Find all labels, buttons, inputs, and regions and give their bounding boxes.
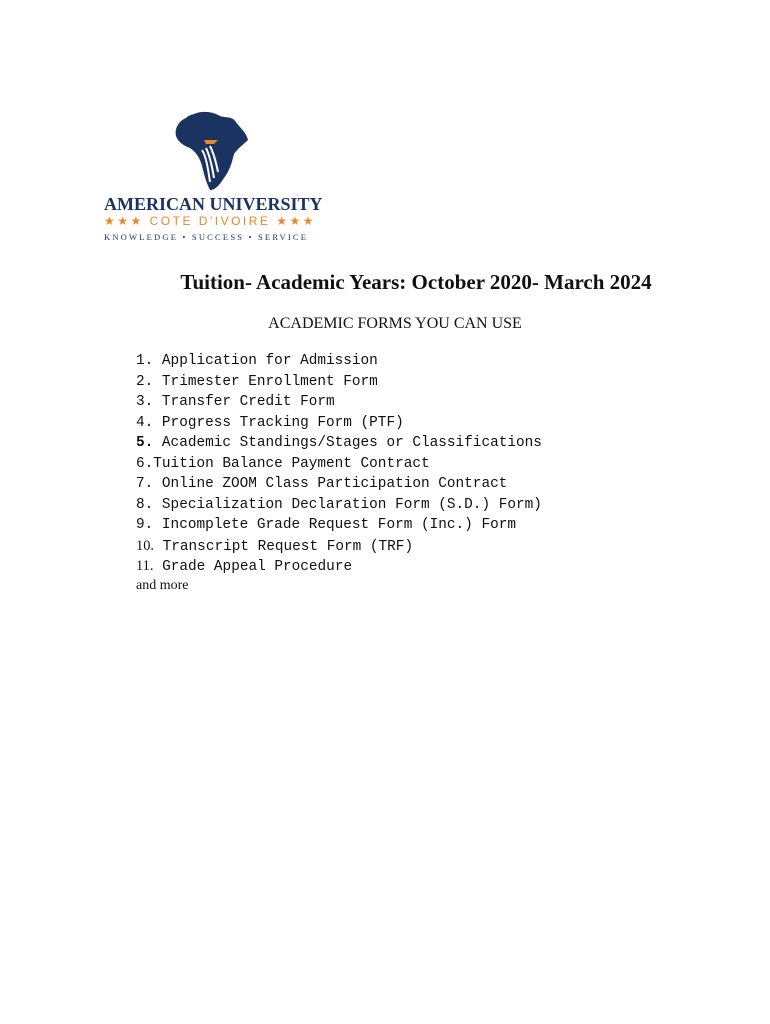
list-item [136, 351, 542, 372]
item-label: Transcript Request Form (TRF) [154, 538, 414, 555]
item-number: 8. [136, 496, 154, 513]
item-label: Grade Appeal Procedure [153, 559, 353, 575]
and-more-text: and more [136, 578, 189, 593]
item-number: 2. [136, 373, 154, 390]
item-label: Application for Admission [153, 353, 378, 369]
university-logo [100, 110, 340, 250]
list-item [136, 495, 542, 516]
item-label: Progress Tracking Form (PTF) [153, 414, 404, 431]
item-label: Specialization Declaration Form (S.D.) Form) [153, 496, 542, 513]
logo-motto: KNOWLEDGE • SUCCESS • SERVICE [104, 232, 309, 242]
item-number: 4. [136, 414, 154, 431]
list-item [136, 372, 542, 393]
item-label: Trimester Enrollment Form [153, 373, 378, 390]
item-number: 7. [136, 476, 154, 492]
list-item [136, 556, 542, 577]
item-label: Online ZOOM Class Participation Contract [153, 476, 508, 492]
list-item [136, 515, 542, 536]
item-label: Academic Standings/Stages or Classifications [153, 435, 542, 451]
item-number: 11. [136, 558, 154, 574]
list-item [136, 454, 542, 475]
document-subtitle: ACADEMIC FORMS YOU CAN USE [268, 315, 522, 332]
africa-map-icon [172, 110, 252, 192]
document-title: Tuition- Academic Years: October 2020- March 2024 [180, 270, 652, 294]
item-number: 5. [136, 435, 154, 451]
item-number: 1. [136, 353, 154, 369]
item-label: Tuition Balance Payment Contract [153, 455, 430, 472]
list-item [136, 392, 542, 413]
list-item [136, 433, 542, 454]
forms-list [136, 351, 542, 577]
list-item [136, 413, 542, 434]
item-number: 9. [136, 517, 154, 533]
logo-name: AMERICAN UNIVERSITY [104, 194, 323, 214]
item-label: Transfer Credit Form [153, 394, 335, 410]
item-number: 3. [136, 394, 154, 410]
item-number: 6. [136, 455, 154, 472]
list-item [136, 536, 542, 557]
list-item [136, 474, 542, 495]
logo-subtitle: ★★★ COTE D'IVOIRE ★★★ [104, 214, 317, 228]
item-number: 10. [136, 537, 154, 554]
item-label: Incomplete Grade Request Form (Inc.) Form [153, 517, 516, 533]
